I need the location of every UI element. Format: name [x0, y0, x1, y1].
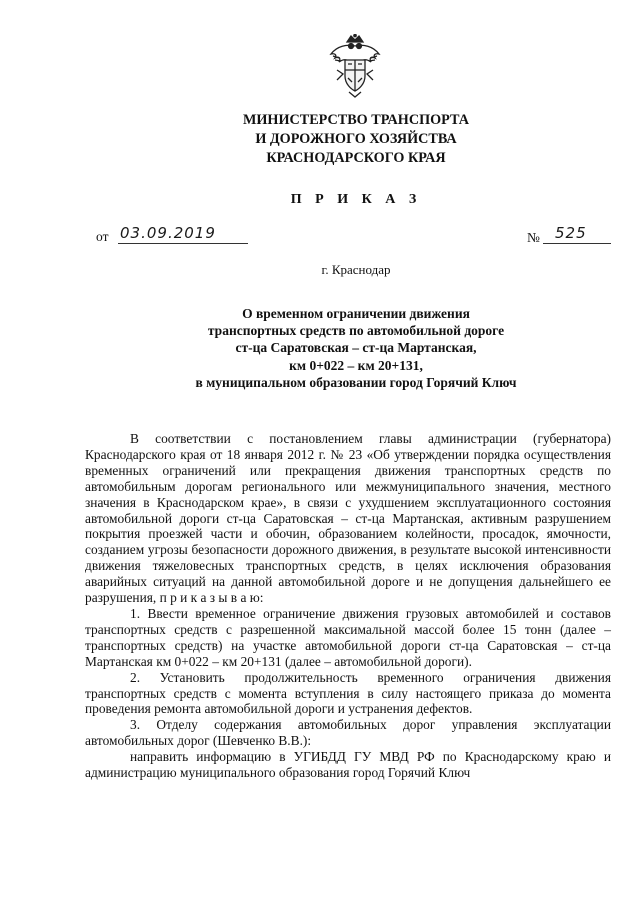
number-underline: [543, 243, 611, 244]
ministry-line: И ДОРОЖНОГО ХОЗЯЙСТВА: [255, 131, 457, 147]
order-subject: [0, 305, 640, 391]
body-paragraph: 1. Ввести временное ограничение движения грузовых автомобилей и составов транспортных средств с разрешенной максимальной массой более 15 тонн (далее – транспортных средств) на участке автомобильной дороги ст-ца Саратовская – ст-ца Мартанская км 0+022 – км 20+131 (далее – автомобильной дороги).: [85, 605, 611, 669]
number-value: 525: [555, 224, 587, 242]
body-paragraph: 2. Установить продолжительность временного ограничения движения транспортных средств с момента вступления в силу настоящего приказа до момента проведения ремонта автомобильной дороги и устранения дефектов.: [85, 669, 611, 717]
body-paragraph: 3. Отделу содержания автомобильных дорог управления эксплуатации автомобильных дорог (Шевченко В.В.):: [85, 717, 611, 749]
coat-of-arms-icon: [327, 34, 383, 98]
date-value: 03.09.2019: [120, 224, 216, 242]
subject-line: транспортных средств по автомобильной дороге: [207, 323, 505, 339]
ministry-name: [0, 111, 640, 168]
body-paragraph: В соответствии с постановлением главы администрации (губернатора) Краснодарского края от 18 января 2012 г. № 23 «Об утверждении порядка осуществления временных ограничений или прекращения движения транспортных средств по автомобильным дорогам регионального или межмуниципального значения, местного значения в Краснодарском крае», в связи с ухудшением эксплуатационного состояния автомобильной дороги ст-ца Саратовская – ст-ца Мартанская, активным разрушением покрытия проезжей части и обочин, образованием колейности, просадок, ямочности, созданием угрозы безопасности дорожного движения, в результате высокой интенсивности движения тяжеловесных транспортных средств, в целях исключения образования аварийных ситуаций на данной автомобильной дороге и не допущения дальнейшего ее разрушения, п р и к а з ы в а ю:: [85, 431, 611, 606]
body-paragraph: направить информацию в УГИБДД ГУ МВД РФ по Краснодарскому краю и администрацию муниципального образования город Горячий Ключ: [85, 749, 611, 781]
date-underline: [118, 243, 248, 244]
date-label: от: [96, 229, 109, 244]
number-label: №: [527, 230, 540, 245]
city-line: г. Краснодар: [321, 262, 391, 277]
order-title: П Р И К А З: [290, 192, 422, 207]
subject-line: км 0+022 – км 20+131,: [289, 357, 423, 373]
subject-line: О временном ограничении движения: [242, 306, 470, 321]
subject-line: в муниципальном образовании город Горячий Ключ: [195, 374, 517, 390]
ministry-line: КРАСНОДАРСКОГО КРАЯ: [266, 150, 446, 166]
order-body: [85, 431, 611, 781]
subject-line: ст-ца Саратовская – ст-ца Мартанская,: [235, 340, 477, 356]
ministry-line: МИНИСТЕРСТВО ТРАНСПОРТА: [242, 112, 469, 128]
